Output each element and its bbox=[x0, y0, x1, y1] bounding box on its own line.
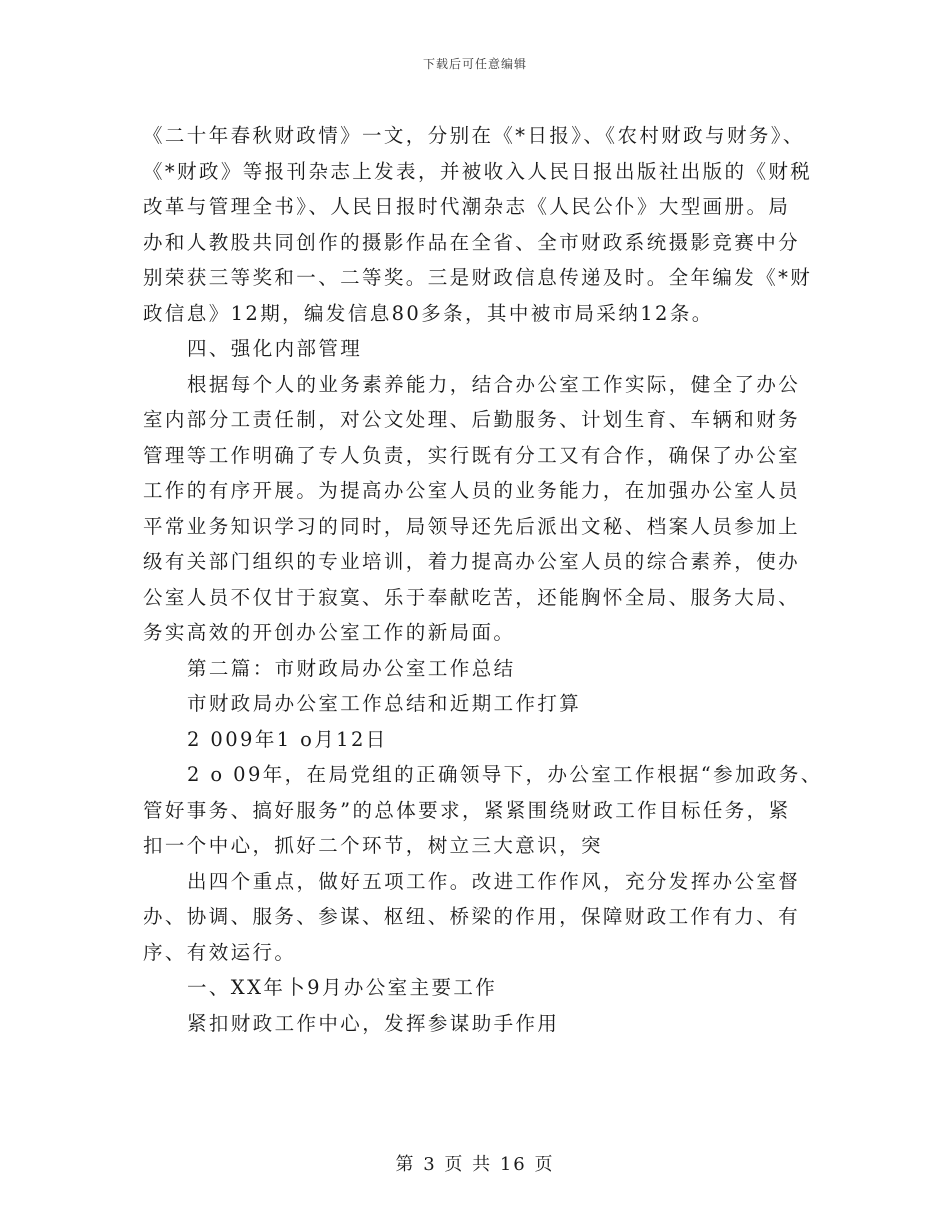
text-line: 办、协调、服务、参谋、枢纽、桥梁的作用，保障财政工作有力、有 bbox=[143, 905, 801, 928]
text-line: 扣一个中心，抓好二个环节，树立三大意识，突 bbox=[143, 834, 603, 857]
text-line: 管好事务、搞好服务”的总体要求，紧紧围绕财政工作目标任务，紧 bbox=[143, 798, 791, 822]
document-title: 市财政局办公室工作总结和近期工作打算 bbox=[187, 692, 582, 715]
text-line: 管理等工作明确了专人负责，实行既有分工又有合作，确保了办公室 bbox=[143, 443, 801, 467]
text-line: 别荣获三等奖和一、二等奖。三是财政信息传递及时。全年编发《*财 bbox=[143, 266, 813, 289]
document-body bbox=[143, 118, 823, 1041]
section-heading: 一、XX年卜9月办公室主要工作 bbox=[187, 976, 498, 999]
text-line: 工作的有序开展。为提高办公室人员的业务能力，在加强办公室人员 bbox=[143, 479, 801, 502]
text-line: 2 o 09年，在局党组的正确领导下，办公室工作根据“参加政务、 bbox=[187, 763, 823, 786]
text-line: 《*财政》等报刊杂志上发表，并被收入人民日报出版社出版的《财税 bbox=[143, 159, 813, 183]
text-line: 室内部分工责任制，对公文处理、后勤服务、计划生育、车辆和财务 bbox=[143, 408, 801, 431]
text-line: 政信息》12期，编发信息80多条，其中被市局采纳12条。 bbox=[143, 301, 714, 325]
text-line: 改革与管理全书》、人民日报时代潮杂志《人民公仆》大型画册。局 bbox=[143, 195, 791, 218]
text-line: 出四个重点，做好五项工作。改进工作作风，充分发挥办公室督 bbox=[187, 869, 801, 893]
page-number-footer: 第 3 页 共 16 页 bbox=[395, 1154, 555, 1175]
section-heading: 四、强化内部管理 bbox=[187, 337, 363, 360]
text-line: 公室人员不仅甘于寂寞、乐于奉献吃苦，还能胸怀全局、服务大局、 bbox=[143, 585, 801, 609]
text-line: 办和人教股共同创作的摄影作品在全省、全市财政系统摄影竞赛中分 bbox=[143, 230, 801, 254]
document-date: 2 009年1 o月12日 bbox=[187, 727, 388, 751]
text-line: 序、有效运行。 bbox=[143, 940, 297, 964]
header-note: 下载后可任意编辑 bbox=[422, 57, 527, 71]
chapter-heading: 第二篇：市财政局办公室工作总结 bbox=[187, 656, 516, 680]
subsection-heading: 紧扣财政工作中心，发挥参谋助手作用 bbox=[187, 1011, 560, 1035]
text-line: 根据每个人的业务素养能力，结合办公室工作实际，健全了办公 bbox=[187, 372, 801, 396]
text-line: 平常业务知识学习的同时，局领导还先后派出文秘、档案人员参加上 bbox=[143, 514, 801, 538]
text-line: 务实高效的开创办公室工作的新局面。 bbox=[143, 621, 516, 644]
text-line: 《二十年春秋财政情》一文，分别在《*日报》、《农村财政与财务》、 bbox=[143, 124, 805, 147]
text-line: 级有关部门组织的专业培训，着力提高办公室人员的综合素养，使办 bbox=[143, 550, 801, 573]
